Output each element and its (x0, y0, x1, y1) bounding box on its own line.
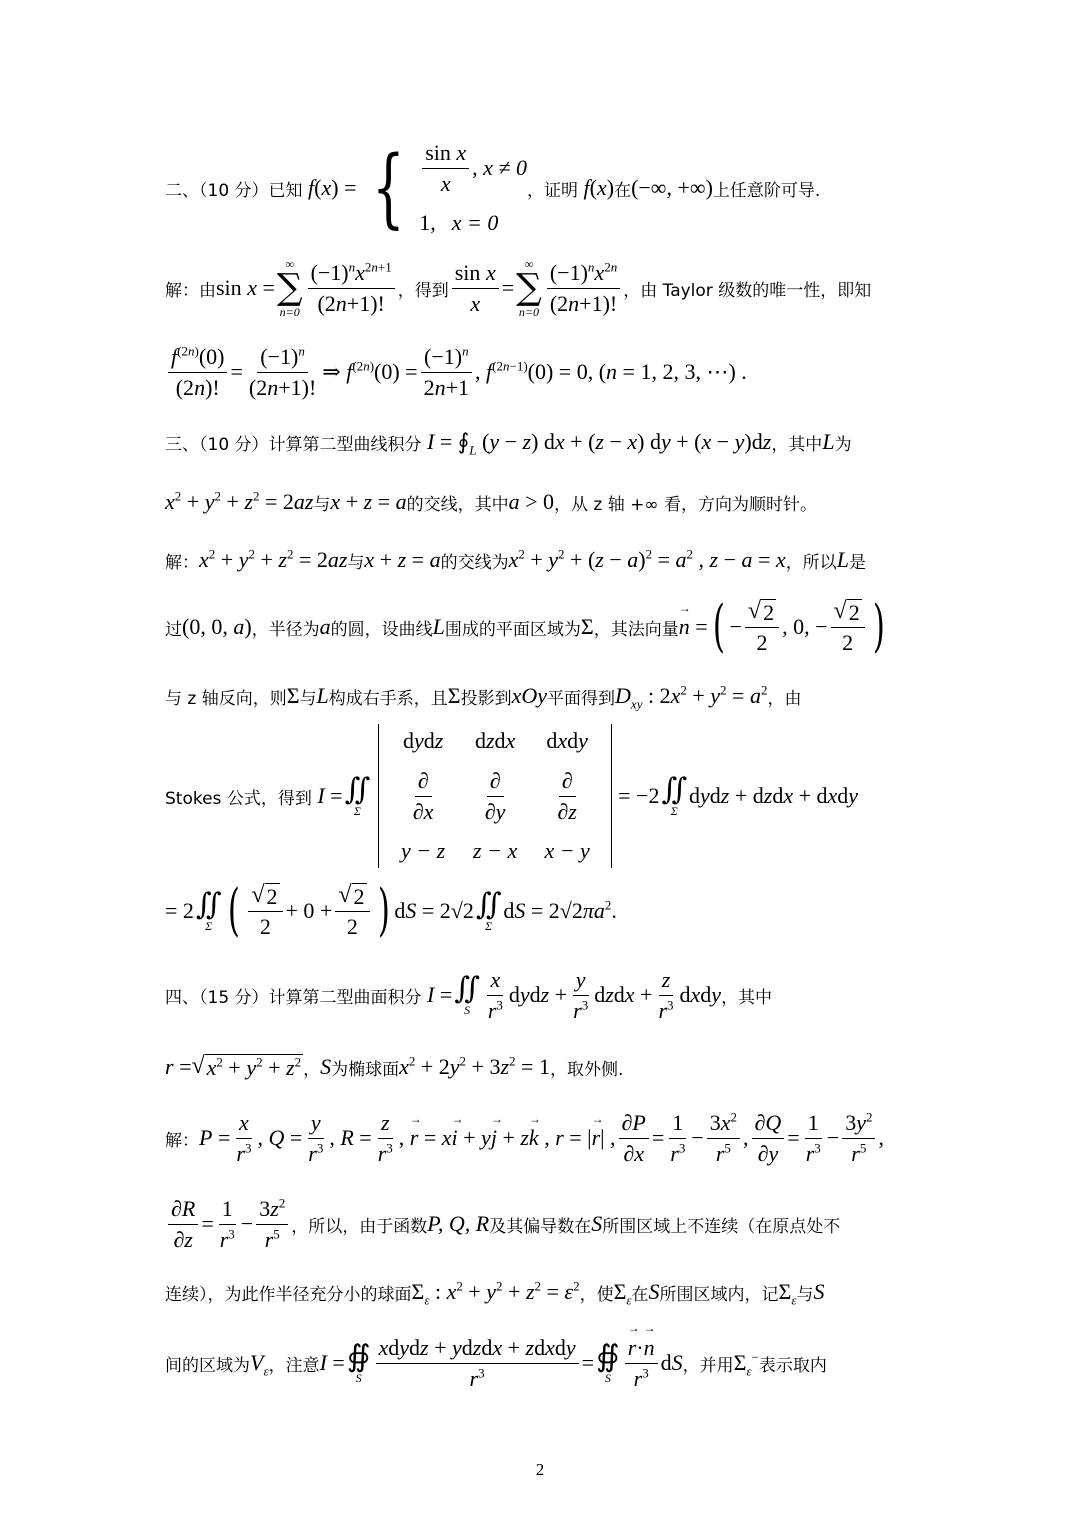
q4-solution-3: 连续），为此作半径充分小的球面 $\Sigma_\varepsilon$ : $x^2 + y^2 + z^2 = \varepsilon^2$ ，使 $\Sigma_\varepsilon$ 在 S 所围区域内，记 $\Sigma_\varepsilon$ 与 S (165, 1278, 825, 1308)
question-2: 二、（10 分）已知 f ( x ) = { $\frac{\text{sin x}}{x}$ , x ≠ 0 1, x = 0 ，证明 f ( x ) 在 (−∞, +∞) 上任意阶可导. (165, 138, 821, 238)
q3-solution-3: 与 z 轴反向，则 Σ 与 L 构成右手系，且 Σ 投影到 xOy 平面得到 $D_{xy}$ : $2x^2 + y^2 = a^2$ ，由 (165, 682, 802, 712)
piecewise: { $\frac{\text{sin x}}{x}$ , x ≠ 0 1, x = 0 (371, 138, 528, 238)
determinant: dydz dzdx dxdy $\frac{\partial}{\partial x}$ $\frac{\partial}{\partial y}$ $\frac{\partial}{\partial z}$ y − z z − x x − y (378, 724, 612, 868)
question-4-cont: r = √ $x^2 + y^2 + z^2$ ， S 为椭球面 $x^2 + 2y^2 + 3z^2 = 1$ ，取外侧. (165, 1052, 624, 1080)
q3-solution-4: Stokes 公式，得到 I = ∬ Σ dydz dzdx dxdy $\frac{\partial}{\partial x}$ $\frac{\partial}{\partial y}$ $\frac{\partial}{\partial z}$ y − z z − x x − y = −2 ∬ Σ dydz + dzdx + dxdy (165, 735, 925, 857)
q4-solution-1: 解： P = $\frac{x}{r^3}$ , Q = $\frac{y}{r^3}$ , R = $\frac{z}{r^3}$ , → r = x→ i + y→ j + z→ k , r = |→ r| , $\frac{\partial P}{\partial x}$ = $\frac{1}{r^3}$ − $\frac{3x^2}{r^5}$ , $\frac{\partial Q}{\partial y}$ = $\frac{1}{r^3}$ − $\frac{3y^2}{r^5}$ , (165, 1108, 925, 1168)
q2-label: 二、（10 分）已知 (165, 180, 303, 201)
q2-solution-1: 解：由 sin x = ∞ ∑ n=0 $\frac{(-1)^nx^{2n+1}}{(2n+1)!}$ ，得到 $\frac{\text{sin x}}{x}$ = ∞ ∑ n=0 $\frac{(-1)^nx^{2n}}{(2n+1)!}$ ，由 Taylor 级数的唯一性，即知 (165, 257, 872, 319)
q3-solution-5: = 2 ∬ Σ ( √ 2 2 + 0 + √ 2 2 ) dS = 2√2 ∬ Σ dS = $2√2\pi a^2$. (165, 878, 617, 943)
question-3: 三、（10 分）计算第二型曲线积分 I = $∮_L$ (y − z) dx + (z − x) dy + (x − y)dz ，其中 L 为 (165, 429, 852, 458)
q3-solution-2: 过 (0, 0, a) ，半径为 a 的圆，设曲线 L 围成的平面区域为 Σ ，其法向量 → n = ( − √ 2 2 , 0, − √ 2 2 ) (165, 592, 925, 662)
q2-solution-2: $\frac{f^{(2n)}(0)}{(2n)!}$ = $\frac{(-1)^n}{(2n+1)!}$ ⇒ $f^{(2n)}(0)$ = $\frac{(-1)^n}{2n+1}$ , $f^{(2n-1)}(0) = 0$, (n = 1, 2, 3, ⋯) . (165, 342, 925, 402)
q3-solution-1: 解： $x^2 + y^2 + z^2 = 2az$ 与 x + z = a 的交线为 $x^2 + y^2 + (z - a)^2 = a^2$ , z − a = x ，所以 L 是 (165, 546, 866, 573)
q4-solution-4: 间的区域为 $V_\varepsilon$ ，注意 I = ∯ S $\frac{\text{xdydz + ydzdx + zdxdy}}{r^3}$ = ∯ S → $\frac{r\cdot\to n}{r^3}$ dS ，并用 $\Sigma_\varepsilon^-$ 表示取内 (165, 1330, 925, 1396)
question-3-cont: $x^2 + y^2 + z^2 = 2az$ 与 x + z = a 的交线，其中 a > 0 ，从 z 轴 +∞ 看，方向为顺时针。 (165, 488, 817, 515)
q4-solution-2: $\frac{\partial R}{\partial z}$ = $\frac{1}{r^3}$ − $\frac{3z^2}{r^5}$ ，所以，由于函数 P, Q, R 及其偏导数在 S 所围区域上不连续（在原点处不 (165, 1194, 925, 1254)
page-number: 2 (535, 1460, 545, 1479)
question-4: 四、（15 分）计算第二型曲面积分 I = ∬ S $\frac{x}{r^3}$ dydz + $\frac{y}{r^3}$ dzdx + $\frac{z}{r^3}$ dxdy ，其中 (165, 967, 773, 1023)
